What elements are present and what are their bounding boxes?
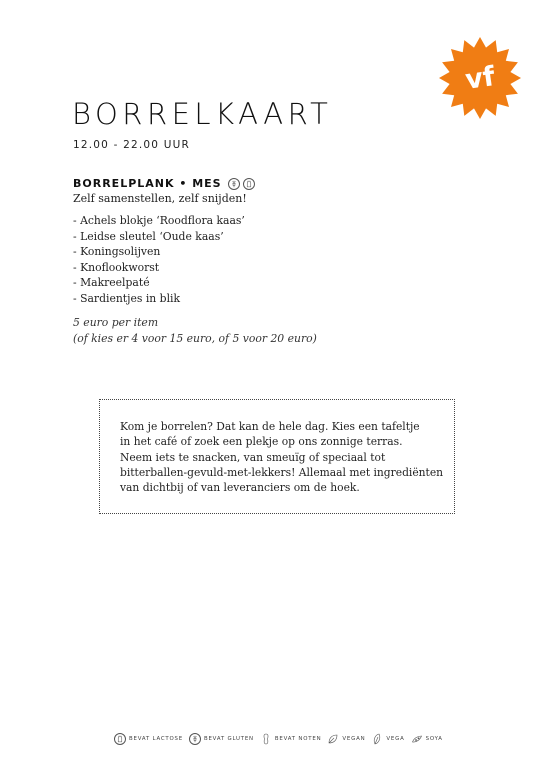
legend-item-soya bbox=[411, 733, 443, 745]
page-title: BORRELKAART bbox=[72, 97, 333, 131]
legend-label: BEVAT GLUTEN bbox=[203, 736, 254, 742]
price-offer-line: (of kies er 4 voor 15 euro, of 5 voor 20 euro) bbox=[73, 331, 317, 345]
price-line: 5 euro per item bbox=[73, 316, 159, 329]
legend-label: VEGAN bbox=[342, 736, 366, 742]
gluten-icon bbox=[189, 733, 201, 745]
info-line: bitterballen-gevuld-met-lekkers! Allemaal met ingrediënten bbox=[120, 465, 444, 479]
logo-text: vf bbox=[463, 61, 497, 96]
section-heading-row bbox=[73, 176, 373, 191]
soya-icon bbox=[411, 733, 423, 745]
legend-item-vegan bbox=[327, 733, 365, 745]
info-line: van dichtbij of van leveranciers om de hoek. bbox=[120, 481, 360, 495]
list-item: - Koningsolijven bbox=[73, 245, 161, 258]
legend-label: VEGA bbox=[386, 736, 405, 742]
legend-item-vega bbox=[371, 733, 404, 745]
list-item: - Leidse sleutel ‘Oude kaas’ bbox=[73, 229, 224, 243]
section-subtitle: Zelf samenstellen, zelf snijden! bbox=[73, 192, 247, 205]
vf-logo bbox=[438, 36, 522, 120]
legend-item-lactose bbox=[114, 733, 183, 745]
legend-label: SOYA bbox=[425, 736, 443, 742]
info-line: Neem iets te snacken, van smeuïg of speciaal tot bbox=[120, 450, 386, 464]
legend-label: BEVAT NOTEN bbox=[274, 736, 322, 742]
borrelplank-section bbox=[73, 176, 373, 346]
list-item: - Achels blokje ‘Roodflora kaas’ bbox=[73, 214, 245, 227]
legend-item-nuts bbox=[260, 733, 322, 745]
info-line: Kom je borrelen? Dat kan de hele dag. Kies een tafeltje bbox=[120, 420, 420, 433]
list-item: - Knoflookworst bbox=[73, 260, 160, 274]
info-line: in het café of zoek een plekje op ons zonnige terras. bbox=[120, 435, 403, 449]
info-text bbox=[120, 419, 445, 495]
legend-item-gluten bbox=[189, 733, 254, 745]
allergen-legend bbox=[114, 733, 443, 745]
nut-icon bbox=[260, 733, 272, 745]
legend-label: BEVAT LACTOSE bbox=[129, 736, 183, 742]
info-box bbox=[99, 399, 455, 514]
lactose-icon bbox=[243, 178, 255, 190]
price-info bbox=[73, 315, 373, 346]
item-list bbox=[73, 213, 373, 306]
vegan-icon bbox=[327, 733, 339, 745]
allergen-icons bbox=[228, 178, 255, 190]
gluten-icon bbox=[228, 178, 240, 190]
section-heading: BORRELPLANK • MES bbox=[73, 177, 222, 190]
opening-hours: 12.00 - 22.00 UUR bbox=[73, 139, 190, 151]
lactose-icon bbox=[114, 733, 126, 745]
list-item: - Sardientjes in blik bbox=[73, 291, 181, 305]
list-item: - Makreelpaté bbox=[73, 276, 150, 289]
vega-icon bbox=[371, 733, 383, 745]
